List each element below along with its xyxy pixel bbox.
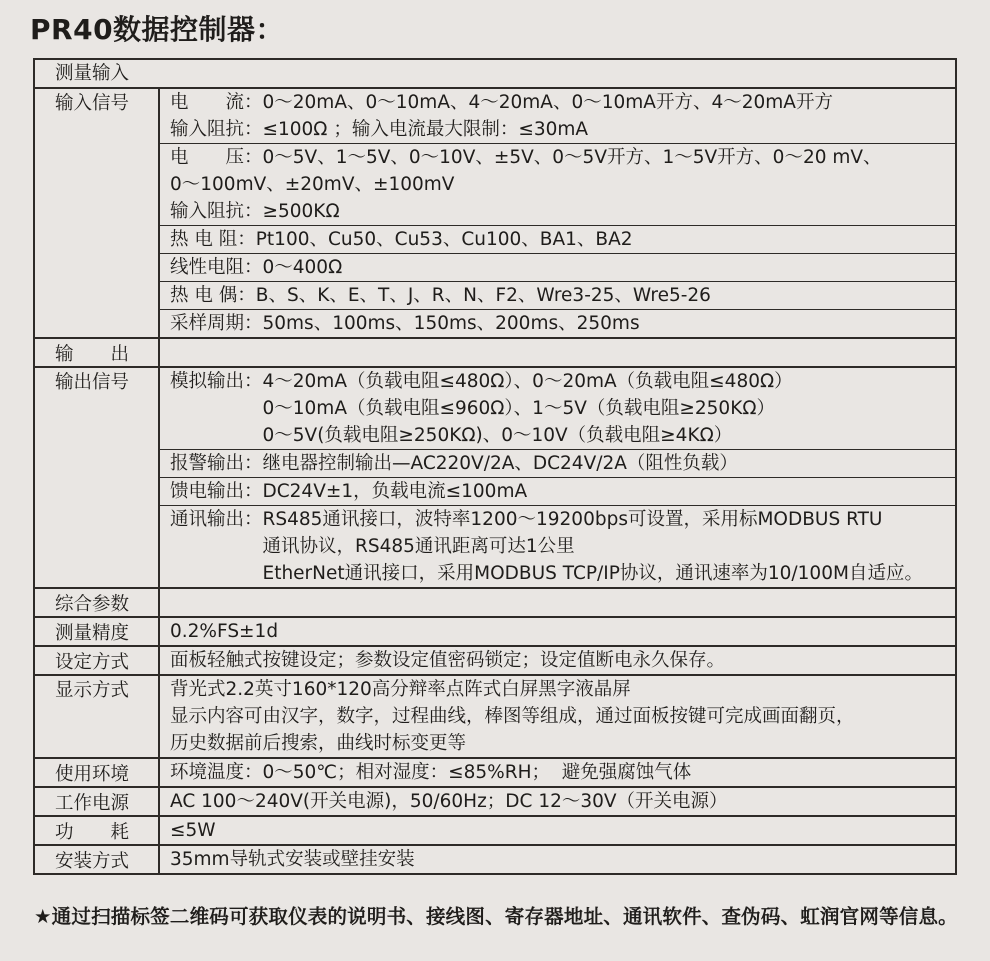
row-label: 输入信号: [35, 89, 160, 337]
row-content: [160, 676, 955, 757]
spec-line: 环境温度：0～50℃；相对湿度：≤85%RH； 避免强腐蚀气体: [170, 762, 692, 783]
spec-line: 0.2%FS±1d: [170, 621, 279, 642]
spec-line: 线性电阻：0～400Ω: [170, 257, 343, 278]
spec-cell-empty: [160, 339, 955, 366]
spec-cell: [160, 618, 955, 645]
spec-line: 背光式2.2英寸160*120高分辩率点阵式白屏黑字液晶屏: [170, 679, 631, 700]
row-content: [160, 89, 955, 337]
page-title: PR40数据控制器：: [30, 13, 285, 46]
row-setting-method: [35, 645, 955, 674]
row-input-signal: [35, 87, 955, 337]
row-power-supply: [35, 786, 955, 815]
row-content: [160, 759, 955, 786]
row-label: 输出信号: [35, 368, 160, 587]
spec-cell: [160, 759, 955, 786]
spec-line: 模拟输出：4～20mA（负载电阻≤480Ω）、0～20mA（负载电阻≤480Ω）: [170, 371, 793, 392]
row-display-method: [35, 674, 955, 757]
row-label: 测量精度: [35, 618, 160, 645]
spec-cell-alarm-output: [160, 449, 955, 477]
spec-line: 35mm导轨式安装或壁挂安装: [170, 849, 415, 870]
row-label: 安装方式: [35, 846, 160, 873]
section-label: 测量输入: [55, 63, 130, 84]
spec-cell-sampling-period: [160, 309, 955, 337]
spec-line: 报警输出：继电器控制输出—AC220V/2A、DC24V/2A（阻性负载）: [170, 453, 738, 474]
spec-cell-linear-resistance: [160, 253, 955, 281]
spec-line: [160, 339, 955, 366]
spec-line: 热 电 阻：Pt100、Cu50、Cu53、Cu100、BA1、BA2: [170, 229, 633, 250]
row-power-consumption: [35, 815, 955, 844]
row-content: [160, 788, 955, 815]
row-content: [160, 618, 955, 645]
row-label: 设定方式: [35, 647, 160, 674]
row-label: 使用环境: [35, 759, 160, 786]
spec-cell-rtd: [160, 225, 955, 253]
row-label: 功 耗: [35, 817, 160, 844]
row-content: [160, 846, 955, 873]
row-operating-environment: [35, 757, 955, 786]
spec-cell-thermocouple: [160, 281, 955, 309]
spec-table: [33, 58, 957, 875]
row-mounting: [35, 844, 955, 873]
spec-line: 通讯输出：RS485通讯接口，波特率1200～19200bps可设置，采用标MODBUS RTU: [170, 509, 883, 530]
spec-line: 输入阻抗：≥500KΩ: [170, 201, 340, 222]
row-label: 显示方式: [35, 676, 160, 757]
spec-line: 热 电 偶：B、S、K、E、T、J、R、N、F2、Wre3-25、Wre5-26: [170, 285, 711, 306]
spec-cell: [160, 817, 955, 844]
spec-cell-voltage: [160, 143, 955, 225]
spec-line: 电 压：0～5V、1～5V、0～10V、±5V、0～5V开方、1～5V开方、0～20 mV、: [170, 147, 882, 168]
spec-line: 面板轻触式按键设定；参数设定值密码锁定；设定值断电永久保存。: [170, 650, 726, 671]
spec-line: ≤5W: [170, 820, 216, 841]
spec-line: [160, 589, 955, 616]
row-output-signal: [35, 366, 955, 587]
row-label: 综合参数: [35, 589, 160, 616]
spec-cell: [160, 676, 955, 757]
row-general-params: [35, 587, 955, 616]
spec-cell: [160, 647, 955, 674]
row-content: [160, 339, 955, 366]
spec-line: 通讯协议，RS485通讯距离可达1公里: [170, 536, 575, 557]
spec-line: 显示内容可由汉字，数字，过程曲线，棒图等组成，通过面板按键可完成画面翻页，: [170, 706, 855, 727]
spec-line: 采样周期：50ms、100ms、150ms、200ms、250ms: [170, 313, 640, 334]
spec-line: AC 100～240V(开关电源)，50/60Hz；DC 12～30V（开关电源）: [170, 791, 728, 812]
spec-cell: [160, 846, 955, 873]
spec-line: 电 流：0～20mA、0～10mA、4～20mA、0～10mA开方、4～20mA开方: [170, 92, 833, 113]
row-content: [160, 368, 955, 587]
spec-cell: [160, 788, 955, 815]
spec-line: EtherNet通讯接口，采用MODBUS TCP/IP协议，通讯速率为10/100M自适应。: [170, 563, 923, 584]
row-label: 输 出: [35, 339, 160, 366]
spec-cell-analog-output: [160, 368, 955, 449]
spec-line: 0～5V(负载电阻≥250KΩ)、0～10V（负载电阻≥4KΩ）: [170, 425, 733, 446]
row-content: [160, 647, 955, 674]
spec-line: 输入阻抗：≤100Ω ；输入电流最大限制：≤30mA: [170, 119, 589, 140]
spec-cell-empty: [160, 589, 955, 616]
spec-line: 馈电输出：DC24V±1，负载电流≤100mA: [170, 481, 528, 502]
row-output: [35, 337, 955, 366]
spec-cell-communication-output: [160, 505, 955, 587]
row-content: [160, 817, 955, 844]
spec-line: 历史数据前后搜索，曲线时标变更等: [170, 733, 467, 754]
row-label: 工作电源: [35, 788, 160, 815]
footnote: ★通过扫描标签二维码可获取仪表的说明书、接线图、寄存器地址、通讯软件、查伪码、虹润官网等信息。: [34, 905, 958, 928]
spec-cell-current: [160, 89, 955, 143]
row-section-measurement-input: [35, 60, 955, 87]
spec-line: 0～10mA（负载电阻≤960Ω）、1～5V（负载电阻≥250KΩ）: [170, 398, 775, 419]
spec-line: 0～100mV、±20mV、±100mV: [170, 174, 455, 195]
spec-cell-feed-output: [160, 477, 955, 505]
row-accuracy: [35, 616, 955, 645]
row-content: [160, 589, 955, 616]
